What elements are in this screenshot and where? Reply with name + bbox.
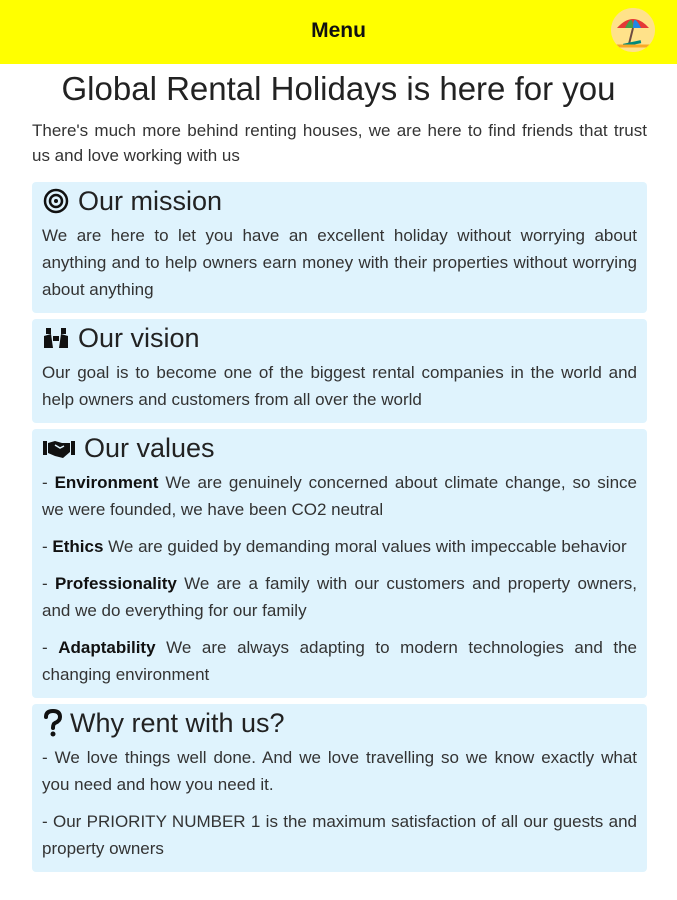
- top-bar: [0, 0, 677, 64]
- value-name: Environment: [54, 473, 159, 492]
- vision-title: Our vision: [78, 323, 200, 353]
- mission-text: We are here to let you have an excellent holiday without worrying about anything and to help owners earn money with their properties without worrying about anything: [42, 226, 637, 299]
- value-name: Professionality: [54, 574, 177, 593]
- binoculars-icon: [42, 324, 70, 352]
- handshake-icon: [42, 434, 76, 462]
- value-text: We are always adapting to modern technologies and the changing environment: [42, 638, 638, 684]
- main-content: [0, 64, 677, 878]
- value-text: We are a family with our customers and property owners, and we do everything for our family: [42, 574, 637, 620]
- why-card: [32, 704, 647, 872]
- page-title: Global Rental Holidays is here for you: [61, 70, 616, 107]
- menu-button[interactable]: Menu: [311, 19, 366, 42]
- vision-card: [32, 319, 647, 423]
- values-title: Our values: [84, 433, 215, 463]
- values-card: [32, 429, 647, 698]
- why-title: Why rent with us?: [70, 708, 285, 738]
- why-item: - We love things well done. And we love travelling so we know exactly what you need and how you need it.: [42, 748, 637, 794]
- mission-heading: [42, 184, 637, 218]
- why-item: - Our PRIORITY NUMBER 1 is the maximum satisfaction of all our guests and property owners: [42, 812, 637, 858]
- vision-heading: [42, 321, 637, 355]
- question-icon: [42, 709, 64, 737]
- value-item-professionality: - Professionality We are a family with our customers and property owners, and we do everything for our family: [42, 574, 637, 620]
- target-icon: [42, 187, 70, 215]
- intro-text: There's much more behind renting houses, we are here to find friends that trust us and love working with us: [32, 121, 647, 165]
- value-name: Adaptability: [58, 638, 156, 657]
- beach-umbrella-icon[interactable]: [611, 8, 655, 52]
- value-name: Ethics: [52, 537, 104, 556]
- value-text: We are guided by demanding moral values with impeccable behavior: [108, 537, 627, 556]
- vision-text: Our goal is to become one of the biggest rental companies in the world and help owners and customers from all over the world: [42, 363, 637, 409]
- values-heading: [42, 431, 637, 465]
- why-heading: [42, 706, 637, 740]
- mission-title: Our mission: [78, 186, 223, 216]
- value-item-environment: - Environment We are genuinely concerned about climate change, so since we were founded, we have been CO2 neutral: [42, 473, 637, 519]
- value-text: We are genuinely concerned about climate change, so since we were founded, we have been CO2 neutral: [42, 473, 637, 519]
- mission-card: [32, 182, 647, 313]
- value-item-ethics: - Ethics We are guided by demanding moral values with impeccable behavior: [42, 537, 627, 556]
- value-item-adaptability: - Adaptability We are always adapting to modern technologies and the changing environment: [42, 638, 638, 684]
